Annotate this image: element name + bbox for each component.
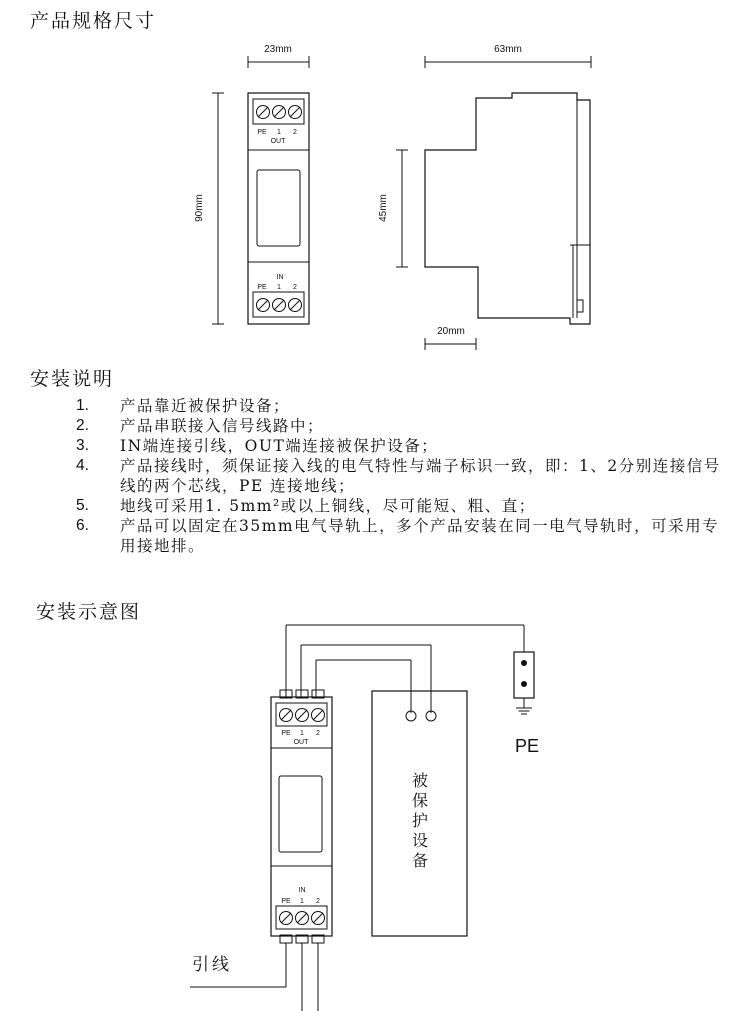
diagram-in-title: IN — [298, 887, 306, 894]
diagram-in-label-1: 1 — [300, 898, 304, 905]
out-label-1: 1 — [277, 129, 281, 136]
diagram-out-label-2: 2 — [316, 730, 320, 737]
step-text: 产品可以固定在35mm电气导轨上，多个产品安装在同一电气导轨时，可采用专用接地排。 — [120, 517, 720, 555]
step-number: 3. — [76, 437, 89, 454]
front-view — [194, 44, 309, 324]
out-label-pe: PE — [257, 129, 267, 136]
step-text: 产品串联接入信号线路中； — [120, 417, 325, 435]
step-number: 4. — [76, 457, 89, 474]
step-number: 5. — [76, 497, 89, 514]
diagram-title: 安装示意图 — [36, 601, 142, 623]
pe-label: PE — [514, 736, 540, 756]
step-text: 地线可采用1. 5mm²或以上铜线，尽可能短、粗、直； — [120, 497, 536, 515]
diagram-in-label-2: 2 — [316, 898, 320, 905]
in-label-pe: PE — [257, 284, 267, 291]
protected-device-char-5: 备 — [411, 851, 429, 870]
protected-device-char-1: 被 — [411, 771, 429, 790]
out-label-2: 2 — [293, 129, 297, 136]
step-text: 产品接线时，须保证接入线的电气特性与端子标识一致，即：1、2分别连接信号线的两个芯线，PE 连接地线； — [120, 457, 721, 495]
in-label-1: 1 — [277, 284, 281, 291]
dim-width-front: 23mm — [264, 44, 292, 55]
step-text: IN端连接引线，OUT端连接被保护设备； — [120, 437, 439, 455]
dim-height: 90mm — [194, 194, 205, 222]
side-view — [378, 44, 591, 350]
diagram-out-label-pe: PE — [281, 730, 291, 737]
diagram-out-title: OUT — [293, 739, 309, 746]
protected-device-char-4: 设 — [411, 831, 429, 850]
specs-title: 产品规格尺寸 — [30, 10, 157, 32]
in-label-2: 2 — [293, 284, 297, 291]
step-number: 1. — [76, 397, 89, 414]
installation-diagram — [190, 625, 539, 1011]
lead-label: 引线 — [192, 955, 232, 975]
dim-width-side: 63mm — [494, 44, 522, 55]
step-number: 2. — [76, 417, 89, 434]
protected-device-char-3: 护 — [411, 811, 429, 830]
dim-rail-height: 45mm — [378, 194, 389, 222]
dim-rail-depth: 20mm — [437, 326, 465, 337]
protected-device-char-2: 保 — [411, 791, 429, 810]
install-title: 安装说明 — [30, 368, 115, 390]
out-title: OUT — [270, 138, 286, 145]
diagram-in-label-pe: PE — [281, 898, 291, 905]
in-title: IN — [276, 274, 284, 281]
step-text: 产品靠近被保护设备； — [120, 397, 291, 415]
diagram-out-label-1: 1 — [300, 730, 304, 737]
step-number: 6. — [76, 517, 89, 534]
